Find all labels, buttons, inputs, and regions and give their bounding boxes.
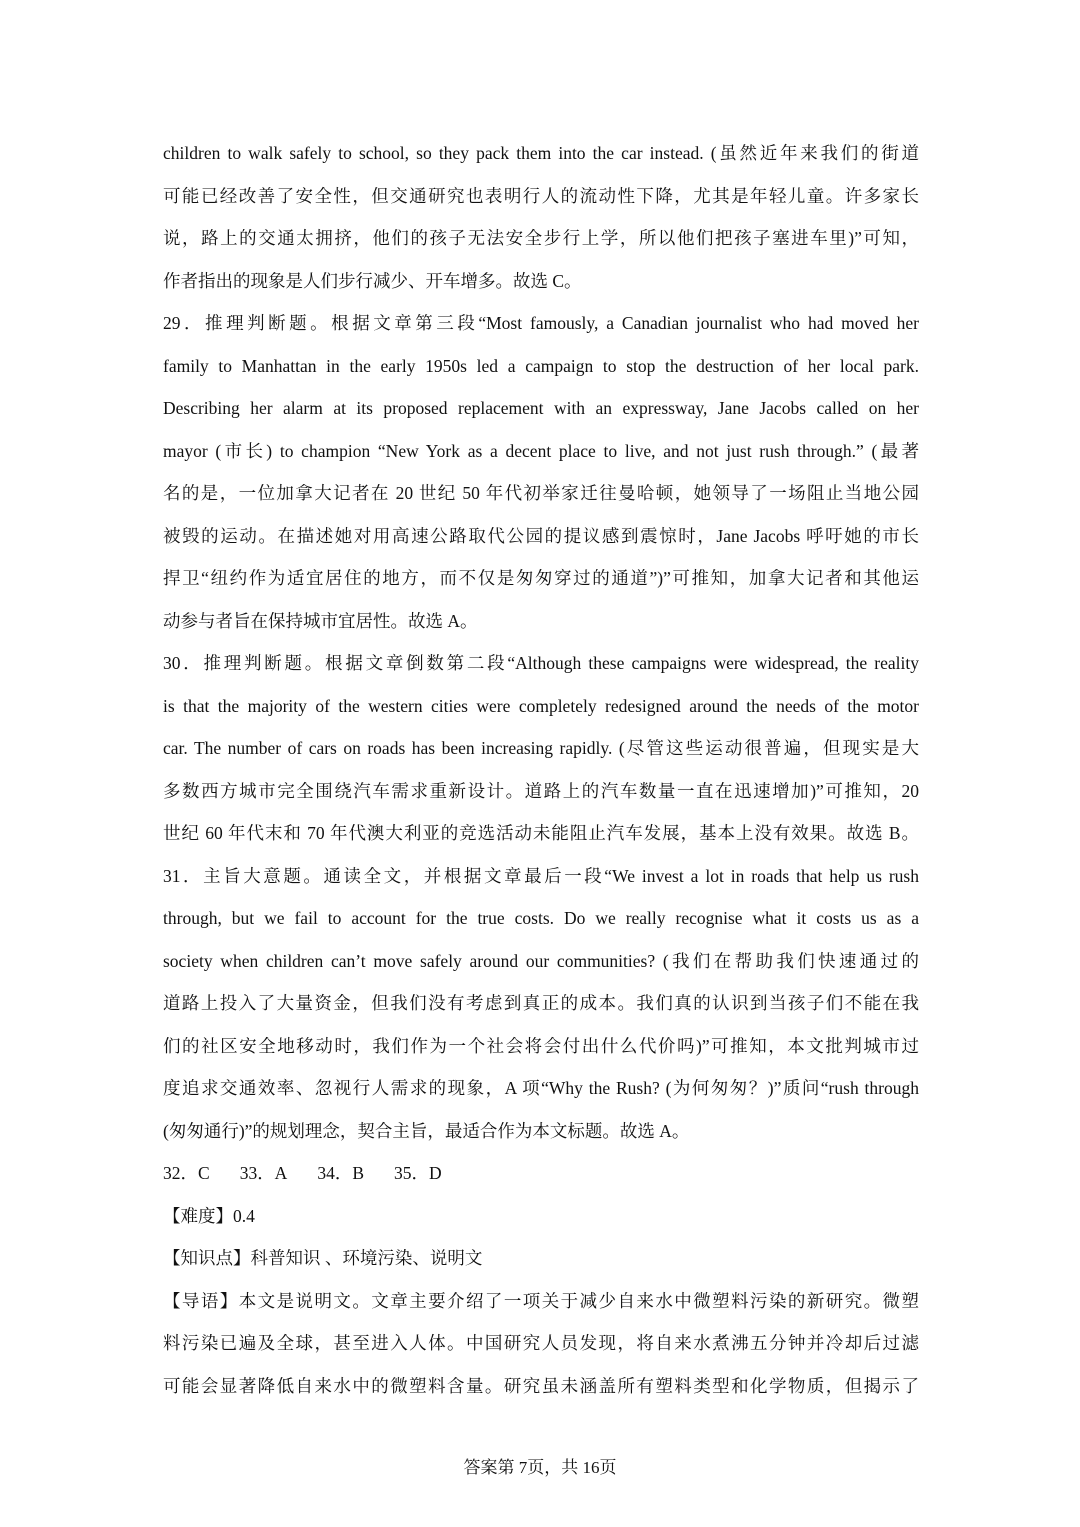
knowledge-points-line: 【知识点】科普知识 、环境污染、说明文: [163, 1248, 483, 1268]
text-line: 道路上投入了大量资金，但我们没有考虑到真正的成本。我们真的认识到当孩子们不能在我: [163, 993, 919, 1013]
text-line: mayor (市长) to champion “New York as a decent place to live, and not just rush through.” (最著: [163, 440, 919, 461]
answer-34: 34．B: [317, 1163, 365, 1183]
intro-line: 可能会显著降低自来水中的微塑料含量。研究虽未涵盖所有塑料类型和化学物质，但揭示了: [163, 1375, 919, 1396]
text-line: 30．推理判断题。根据文章倒数第二段“Although these campaigns were widespread, the reality: [163, 653, 919, 673]
answer-key-row: [163, 1152, 919, 1195]
passage-metadata: [163, 1195, 919, 1408]
text-line: 动参与者旨在保持城市宜居性。故选 A。: [163, 610, 478, 631]
text-line: 多数西方城市完全围绕汽车需求重新设计。道路上的汽车数量一直在迅速增加)”可推知，20: [163, 780, 919, 801]
text-line: 世纪 60 年代末和 70 年代澳大利亚的竞选活动未能阻止汽车发展，基本上没有效果。故选 B。: [163, 823, 919, 843]
text-line: car. The number of cars on roads has been increasing rapidly. (尽管这些运动很普遍，但现实是大: [163, 738, 919, 758]
text-line: society when children can’t move safely around our communities? (我们在帮助我们快速通过的: [163, 950, 919, 971]
text-line: 捍卫“纽约作为适宜居住的地方，而不仅是匆匆穿过的通道”)”可推知，加拿大记者和其他运: [163, 568, 919, 588]
text-line: family to Manhattan in the early 1950s led a campaign to stop the destruction of her local park.: [163, 355, 919, 376]
text-line: (匆匆通行)”的规划理念，契合主旨，最适合作为本文标题。故选 A。: [163, 1120, 690, 1141]
text-line: through, but we fail to account for the true costs. Do we really recognise what it costs us as a: [163, 908, 919, 928]
text-line: 被毁的运动。在描述她对用高速公路取代公园的提议感到震惊时，Jane Jacobs 呼吁她的市长: [163, 525, 919, 546]
intro-line: 【导语】本文是说明文。文章主要介绍了一项关于减少自来水中微塑料污染的新研究。微塑: [163, 1290, 919, 1311]
text-line: Describing her alarm at its proposed replacement with an expressway, Jane Jacobs called on her: [163, 398, 919, 418]
text-line: is that the majority of the western cities were completely redesigned around the needs of the motor: [163, 695, 919, 716]
text-line: children to walk safely to school, so they pack them into the car instead. (虽然近年来我们的街道: [163, 143, 919, 163]
text-line: 度追求交通效率、忽视行人需求的现象，A 项“Why the Rush? (为何匆匆？)”质问“rush through: [163, 1078, 919, 1098]
answer-explanations: [163, 132, 919, 1152]
text-line: 作者指出的现象是人们步行减少、开车增多。故选 C。: [163, 270, 582, 291]
page-footer: 答案第 7页，共 16页: [463, 1458, 617, 1477]
answer-33: 33．A: [239, 1163, 288, 1183]
text-line: 说，路上的交通太拥挤，他们的孩子无法安全步行上学，所以他们把孩子塞进车里)”可知，: [163, 228, 919, 248]
text-line: 可能已经改善了安全性，但交通研究也表明行人的流动性下降，尤其是年轻儿童。许多家长: [163, 185, 919, 206]
text-line: 31．主旨大意题。通读全文，并根据文章最后一段“We invest a lot in roads that help us rush: [163, 865, 919, 886]
intro-line: 料污染已遍及全球，甚至进入人体。中国研究人员发现，将自来水煮沸五分钟并冷却后过滤: [163, 1333, 919, 1353]
document-body: [163, 132, 919, 1407]
text-line: 们的社区安全地移动时，我们作为一个社会将会付出什么代价吗)”可推知，本文批判城市过: [163, 1035, 919, 1056]
answer-32: 32．C: [163, 1163, 210, 1183]
text-line: 29．推理判断题。根据文章第三段“Most famously, a Canadian journalist who had moved her: [163, 313, 919, 333]
answer-35: 35．D: [394, 1163, 442, 1183]
text-line: 名的是，一位加拿大记者在 20 世纪 50 年代初举家迁往曼哈顿，她领导了一场阻止当地公园: [163, 483, 919, 503]
difficulty-line: 【难度】0.4: [163, 1205, 255, 1226]
